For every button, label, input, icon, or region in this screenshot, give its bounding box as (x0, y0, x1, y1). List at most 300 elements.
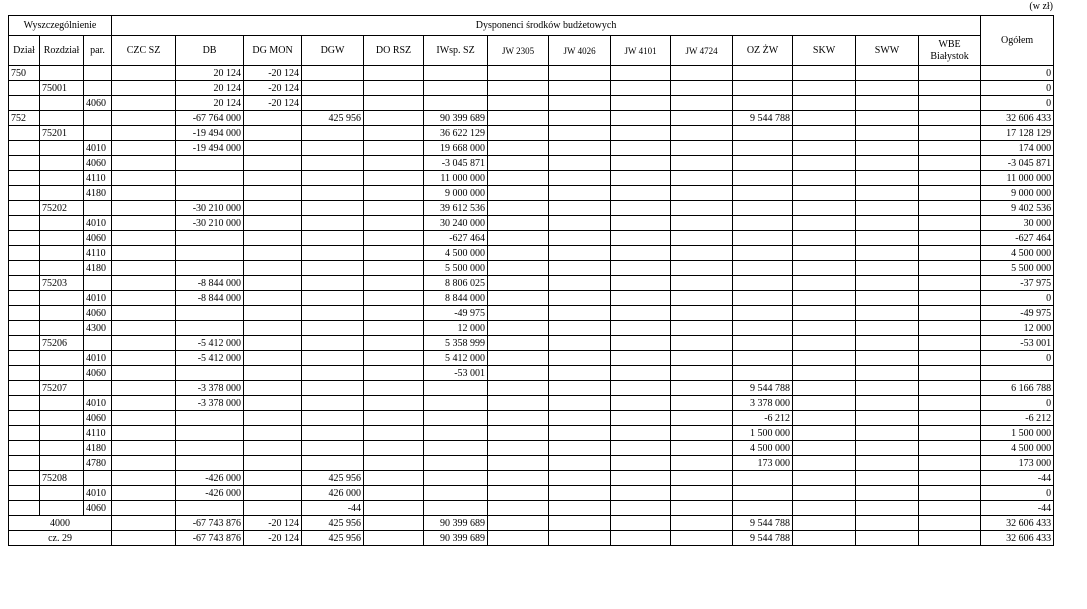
value-cell (244, 471, 302, 486)
value-cell (611, 246, 671, 261)
table-row (9, 81, 1054, 96)
par-cell: 4110 (84, 171, 112, 186)
rozdzial-cell (40, 231, 84, 246)
value-cell (302, 186, 364, 201)
value-cell (611, 186, 671, 201)
value-cell (856, 336, 919, 351)
value-cell (488, 231, 549, 246)
ogolem-cell: -3 045 871 (981, 156, 1054, 171)
rozdzial-cell: 75001 (40, 81, 84, 96)
value-cell (244, 216, 302, 231)
table-row (9, 261, 1054, 276)
ogolem-cell: 0 (981, 291, 1054, 306)
par-cell: 4060 (84, 96, 112, 111)
value-cell (364, 381, 424, 396)
value-cell: 30 240 000 (424, 216, 488, 231)
value-cell (919, 141, 981, 156)
value-cell (302, 81, 364, 96)
value-cell (244, 441, 302, 456)
value-cell: -19 494 000 (176, 126, 244, 141)
col-header: DGW (302, 36, 364, 66)
value-cell (549, 216, 611, 231)
col-header: DO RSZ (364, 36, 424, 66)
value-cell: -44 (302, 501, 364, 516)
value-cell (488, 141, 549, 156)
rozdzial-cell (40, 171, 84, 186)
col-header: SWW (856, 36, 919, 66)
value-cell (176, 426, 244, 441)
par-cell (84, 276, 112, 291)
value-cell (302, 171, 364, 186)
value-cell: 5 500 000 (424, 261, 488, 276)
value-cell (611, 321, 671, 336)
ogolem-cell: 32 606 433 (981, 111, 1054, 126)
value-cell (302, 381, 364, 396)
value-cell (302, 96, 364, 111)
value-cell (611, 96, 671, 111)
value-cell (364, 201, 424, 216)
value-cell (424, 396, 488, 411)
value-cell (611, 126, 671, 141)
total-label: 4000 (9, 516, 112, 531)
value-cell (488, 516, 549, 531)
value-cell (424, 471, 488, 486)
value-cell (611, 336, 671, 351)
table-row (9, 441, 1054, 456)
par-cell: 4060 (84, 366, 112, 381)
value-cell: -627 464 (424, 231, 488, 246)
value-cell (424, 96, 488, 111)
value-cell (919, 96, 981, 111)
col-header: DG MON (244, 36, 302, 66)
ogolem-cell: 0 (981, 396, 1054, 411)
value-cell (302, 156, 364, 171)
value-cell: -20 124 (244, 516, 302, 531)
value-cell (488, 411, 549, 426)
rozdzial-cell (40, 411, 84, 426)
value-cell (549, 351, 611, 366)
table-row (9, 201, 1054, 216)
value-cell: 12 000 (424, 321, 488, 336)
table-row (9, 471, 1054, 486)
value-cell (793, 411, 856, 426)
value-cell (671, 336, 733, 351)
value-cell (302, 276, 364, 291)
value-cell (364, 216, 424, 231)
rozdzial-cell (40, 141, 84, 156)
par-cell: 4180 (84, 186, 112, 201)
ogolem-cell: 9 402 536 (981, 201, 1054, 216)
value-cell (919, 321, 981, 336)
value-cell (611, 156, 671, 171)
value-cell (364, 291, 424, 306)
value-cell: -19 494 000 (176, 141, 244, 156)
value-cell (364, 441, 424, 456)
value-cell (549, 261, 611, 276)
value-cell (793, 126, 856, 141)
value-cell (488, 336, 549, 351)
dzial-cell (9, 201, 40, 216)
value-cell (856, 81, 919, 96)
value-cell (176, 321, 244, 336)
value-cell (176, 441, 244, 456)
value-cell (919, 246, 981, 261)
par-cell: 4060 (84, 411, 112, 426)
value-cell (733, 471, 793, 486)
value-cell (488, 96, 549, 111)
value-cell (611, 276, 671, 291)
value-cell (611, 381, 671, 396)
value-cell (244, 426, 302, 441)
value-cell (364, 411, 424, 426)
value-cell (856, 456, 919, 471)
value-cell (733, 306, 793, 321)
value-cell (793, 186, 856, 201)
value-cell (549, 501, 611, 516)
dzial-cell (9, 306, 40, 321)
value-cell (671, 261, 733, 276)
rozdzial-cell (40, 306, 84, 321)
value-cell (112, 171, 176, 186)
value-cell (364, 111, 424, 126)
value-cell (671, 441, 733, 456)
dzial-cell (9, 441, 40, 456)
value-cell (671, 381, 733, 396)
value-cell (671, 96, 733, 111)
value-cell (244, 126, 302, 141)
dzial-cell: 752 (9, 111, 40, 126)
value-cell (364, 186, 424, 201)
ogolem-cell: 0 (981, 351, 1054, 366)
value-cell (112, 201, 176, 216)
value-cell (733, 276, 793, 291)
value-cell (488, 201, 549, 216)
value-cell (488, 486, 549, 501)
value-cell (611, 171, 671, 186)
value-cell: 8 806 025 (424, 276, 488, 291)
value-cell (244, 486, 302, 501)
table-row (9, 126, 1054, 141)
dzial-cell (9, 186, 40, 201)
value-cell (793, 336, 856, 351)
value-cell (919, 111, 981, 126)
value-cell (856, 486, 919, 501)
value-cell (856, 156, 919, 171)
dzial-cell (9, 426, 40, 441)
value-cell: -20 124 (244, 66, 302, 81)
value-cell (488, 81, 549, 96)
value-cell (793, 456, 856, 471)
value-cell (549, 111, 611, 126)
value-cell (611, 291, 671, 306)
table-row (9, 96, 1054, 111)
value-cell (793, 486, 856, 501)
ogolem-cell: 0 (981, 66, 1054, 81)
value-cell (733, 261, 793, 276)
value-cell (549, 96, 611, 111)
value-cell (488, 186, 549, 201)
value-cell (733, 171, 793, 186)
value-cell (671, 276, 733, 291)
col-header: IWsp. SZ (424, 36, 488, 66)
value-cell (302, 291, 364, 306)
par-cell (84, 201, 112, 216)
value-cell (112, 81, 176, 96)
value-cell (364, 306, 424, 321)
total-row (9, 531, 1054, 546)
total-row (9, 516, 1054, 531)
table-row (9, 186, 1054, 201)
rozdzial-cell (40, 261, 84, 276)
value-cell (793, 396, 856, 411)
value-cell (856, 291, 919, 306)
value-cell (856, 246, 919, 261)
par-cell: 4780 (84, 456, 112, 471)
value-cell (302, 441, 364, 456)
value-cell: 425 956 (302, 471, 364, 486)
table-row (9, 216, 1054, 231)
value-cell (733, 186, 793, 201)
value-cell (488, 426, 549, 441)
value-cell (611, 201, 671, 216)
value-cell: -6 212 (733, 411, 793, 426)
table-row (9, 66, 1054, 81)
rozdzial-cell (40, 441, 84, 456)
value-cell (919, 516, 981, 531)
dzial-cell (9, 456, 40, 471)
value-cell: -20 124 (244, 81, 302, 96)
ogolem-cell: 17 128 129 (981, 126, 1054, 141)
value-cell (112, 291, 176, 306)
value-cell (112, 441, 176, 456)
par-cell (84, 111, 112, 126)
col-header: WBE Białystok (919, 36, 981, 66)
value-cell: 36 622 129 (424, 126, 488, 141)
value-cell (424, 426, 488, 441)
value-cell (793, 291, 856, 306)
value-cell (733, 81, 793, 96)
table-row (9, 156, 1054, 171)
value-cell (176, 366, 244, 381)
ogolem-cell: 32 606 433 (981, 531, 1054, 546)
value-cell (302, 411, 364, 426)
value-cell (919, 66, 981, 81)
col-header: CZC SZ (112, 36, 176, 66)
par-cell (84, 81, 112, 96)
value-cell (112, 111, 176, 126)
value-cell (488, 321, 549, 336)
par-cell: 4010 (84, 291, 112, 306)
dzial-cell (9, 261, 40, 276)
ogolem-cell: 0 (981, 486, 1054, 501)
value-cell (112, 336, 176, 351)
value-cell (733, 246, 793, 261)
value-cell (112, 366, 176, 381)
value-cell (919, 276, 981, 291)
value-cell (176, 306, 244, 321)
value-cell (549, 126, 611, 141)
value-cell (919, 456, 981, 471)
value-cell (112, 186, 176, 201)
value-cell (919, 186, 981, 201)
value-cell (424, 456, 488, 471)
value-cell: -53 001 (424, 366, 488, 381)
value-cell (424, 501, 488, 516)
value-cell (549, 201, 611, 216)
value-cell: -3 378 000 (176, 396, 244, 411)
value-cell (112, 456, 176, 471)
value-cell (488, 126, 549, 141)
value-cell (611, 111, 671, 126)
value-cell (856, 276, 919, 291)
value-cell (364, 516, 424, 531)
value-cell (671, 201, 733, 216)
ogolem-cell: 173 000 (981, 456, 1054, 471)
value-cell (671, 471, 733, 486)
rozdzial-cell: 75206 (40, 336, 84, 351)
value-cell (793, 216, 856, 231)
col-header: JW 4026 (549, 36, 611, 66)
value-cell (733, 156, 793, 171)
value-cell (488, 216, 549, 231)
value-cell (549, 396, 611, 411)
col-header: JW 4101 (611, 36, 671, 66)
value-cell (302, 66, 364, 81)
value-cell (302, 246, 364, 261)
value-cell (611, 141, 671, 156)
dzial-cell (9, 471, 40, 486)
value-cell (611, 261, 671, 276)
value-cell: 11 000 000 (424, 171, 488, 186)
value-cell (856, 351, 919, 366)
value-cell (671, 426, 733, 441)
rozdzial-cell (40, 186, 84, 201)
value-cell (488, 66, 549, 81)
value-cell (793, 501, 856, 516)
value-cell (364, 366, 424, 381)
value-cell (549, 321, 611, 336)
value-cell: 9 544 788 (733, 531, 793, 546)
table-row (9, 291, 1054, 306)
header-dzial: Dział (9, 36, 40, 66)
value-cell (112, 381, 176, 396)
par-cell (84, 126, 112, 141)
value-cell (671, 246, 733, 261)
value-cell (671, 306, 733, 321)
value-cell (488, 156, 549, 171)
value-cell (302, 201, 364, 216)
value-cell: 9 544 788 (733, 516, 793, 531)
value-cell (488, 366, 549, 381)
table-row (9, 501, 1054, 516)
value-cell (793, 321, 856, 336)
value-cell (244, 321, 302, 336)
value-cell (302, 336, 364, 351)
value-cell: 5 358 999 (424, 336, 488, 351)
value-cell (856, 531, 919, 546)
dzial-cell (9, 156, 40, 171)
value-cell (733, 201, 793, 216)
value-cell: -20 124 (244, 96, 302, 111)
rozdzial-cell (40, 456, 84, 471)
par-cell: 4180 (84, 441, 112, 456)
value-cell: 9 544 788 (733, 111, 793, 126)
value-cell (364, 141, 424, 156)
value-cell: 425 956 (302, 516, 364, 531)
value-cell (671, 516, 733, 531)
value-cell (488, 246, 549, 261)
value-cell (856, 321, 919, 336)
value-cell (919, 471, 981, 486)
value-cell (364, 321, 424, 336)
value-cell (671, 411, 733, 426)
value-cell (611, 366, 671, 381)
value-cell: -30 210 000 (176, 216, 244, 231)
value-cell (733, 486, 793, 501)
value-cell (919, 441, 981, 456)
value-cell (244, 201, 302, 216)
value-cell (793, 141, 856, 156)
value-cell (856, 471, 919, 486)
value-cell (112, 261, 176, 276)
value-cell (919, 171, 981, 186)
table-row (9, 171, 1054, 186)
value-cell: 3 378 000 (733, 396, 793, 411)
par-cell: 4010 (84, 351, 112, 366)
value-cell (244, 291, 302, 306)
value-cell: 425 956 (302, 111, 364, 126)
par-cell: 4060 (84, 501, 112, 516)
value-cell (793, 426, 856, 441)
value-cell (244, 246, 302, 261)
value-cell (302, 141, 364, 156)
value-cell (611, 486, 671, 501)
rozdzial-cell (40, 156, 84, 171)
value-cell (244, 261, 302, 276)
value-cell (549, 531, 611, 546)
value-cell (424, 81, 488, 96)
value-cell (919, 126, 981, 141)
value-cell (671, 366, 733, 381)
value-cell: 426 000 (302, 486, 364, 501)
value-cell (112, 351, 176, 366)
rozdzial-cell (40, 426, 84, 441)
value-cell (611, 441, 671, 456)
value-cell: 90 399 689 (424, 111, 488, 126)
value-cell (244, 141, 302, 156)
value-cell (793, 381, 856, 396)
value-cell: 5 412 000 (424, 351, 488, 366)
value-cell: 90 399 689 (424, 516, 488, 531)
par-cell: 4180 (84, 261, 112, 276)
rozdzial-cell: 75203 (40, 276, 84, 291)
header-par: par. (84, 36, 112, 66)
value-cell (549, 81, 611, 96)
value-cell (488, 471, 549, 486)
value-cell (244, 396, 302, 411)
value-cell (793, 471, 856, 486)
value-cell (549, 156, 611, 171)
value-cell (611, 501, 671, 516)
value-cell (856, 231, 919, 246)
value-cell (112, 216, 176, 231)
value-cell (671, 141, 733, 156)
ogolem-cell: 30 000 (981, 216, 1054, 231)
value-cell: -30 210 000 (176, 201, 244, 216)
value-cell (856, 306, 919, 321)
value-cell (176, 246, 244, 261)
value-cell (424, 441, 488, 456)
